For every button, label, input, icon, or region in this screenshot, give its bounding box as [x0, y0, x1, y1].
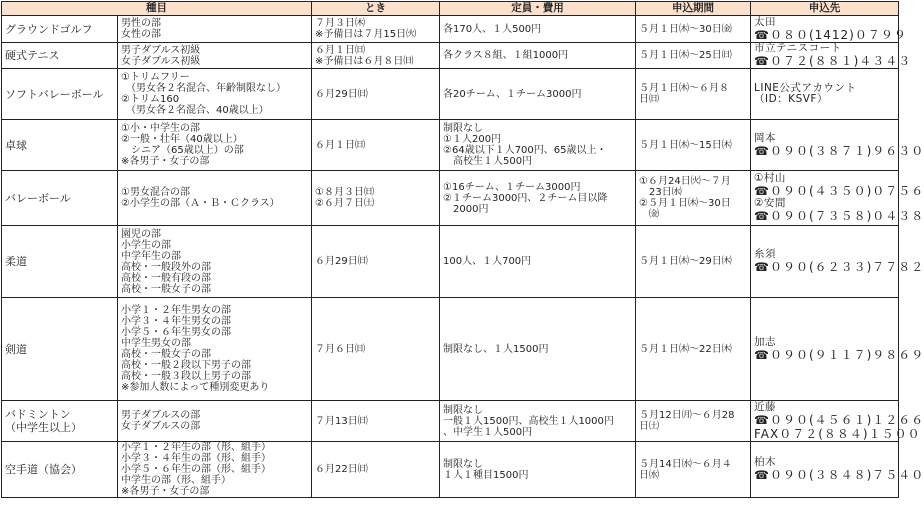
- event-divisions-line: （男女各２名混合、年齢制限なし）: [121, 83, 286, 94]
- contact-name: ①村山: [754, 172, 786, 184]
- table-row: [2, 226, 899, 298]
- contact-line: ☎０９０(７３５８)０４３８: [754, 209, 924, 223]
- event-divisions-line: ②トリム160: [121, 94, 180, 105]
- event-divisions-line: ①小・中学生の部: [121, 123, 200, 134]
- contact-line: ☎０８０(1412)０７９９: [754, 27, 907, 42]
- contact-line: （ID：KSVF）: [754, 93, 828, 105]
- event-date: [312, 16, 440, 43]
- event-date-line: ６月１日㈰: [315, 139, 365, 151]
- event-divisions-line: 園児の部: [121, 228, 161, 240]
- event-contact: [751, 69, 899, 120]
- event-date-line: ６月29日㈰: [315, 256, 368, 267]
- contact-name: 太田: [754, 15, 776, 28]
- event-capacity-line: 制限なし: [443, 123, 483, 134]
- event-contact: [751, 42, 912, 69]
- event-date-line: ６月１日㈰: [315, 44, 365, 56]
- event-period: [636, 43, 751, 69]
- table-row: [2, 16, 899, 43]
- event-date: [312, 171, 440, 226]
- event-divisions-line: ※参加人数によって種別変更あり: [121, 382, 270, 393]
- header-contact: 申込先: [751, 2, 899, 16]
- event-date: [312, 43, 440, 69]
- event-divisions: [118, 442, 312, 498]
- event-divisions: [118, 226, 312, 298]
- event-capacity: [440, 226, 636, 298]
- table-row: [2, 120, 899, 171]
- event-capacity: [440, 16, 636, 43]
- event-date: [312, 226, 440, 298]
- contact-line: ☎０９０(３８７１)９６３０: [754, 143, 924, 158]
- event-capacity-line: ①16チーム、１チーム3000円: [443, 181, 581, 193]
- header-period: 申込期間: [636, 2, 751, 16]
- header-event: 種目: [2, 2, 312, 16]
- event-divisions: [118, 120, 312, 171]
- contact-line: ☎０９０(６２３３)７７８２: [754, 260, 924, 274]
- event-divisions-line: 小学１・２年生男女の部: [121, 305, 231, 316]
- event-date-line: ※予備日は７月15日㈫: [315, 29, 417, 40]
- event-capacity-line: 各クラス８組、１組1000円: [443, 50, 569, 61]
- events-table: [1, 1, 924, 498]
- event-period-line: ５月１日㈭～15日㈭: [639, 139, 732, 151]
- contact-name: 糸須: [754, 248, 776, 260]
- event-period: [636, 298, 751, 401]
- event-divisions-line: 男子ダブルス初級: [121, 44, 201, 56]
- event-divisions-line: 小学生の部: [121, 239, 171, 251]
- event-divisions-line: ①男女混合の部: [121, 187, 190, 198]
- event-divisions-line: 高校・一般２段以下男子の部: [121, 360, 251, 371]
- event-capacity-line: 制限なし: [443, 404, 483, 416]
- event-divisions-line: ※各男子・女子の部: [121, 486, 210, 497]
- event-period-line: 日㈬: [639, 469, 659, 481]
- event-date-line: ※予備日は６月８日㈰: [315, 55, 414, 67]
- contact-line: ☎０９０(４５６１)１２６６: [754, 412, 924, 427]
- event-name-line: （中学生以上）: [5, 421, 82, 434]
- table-row: [2, 442, 899, 498]
- contact-name: 岡本: [754, 131, 776, 144]
- contact-line: ☎０９０(３８４８)７５４０: [754, 468, 924, 482]
- event-name-line: 硬式テニス: [5, 49, 60, 62]
- event-capacity-line: 高校生１人500円: [443, 156, 533, 167]
- event-divisions: [118, 69, 312, 120]
- event-date-line: ①８月３日㈰: [315, 187, 374, 198]
- event-divisions-line: （男女各２名混合、40歳以上）: [121, 105, 269, 116]
- event-divisions-line: 高校・一般有段の部: [121, 272, 211, 284]
- event-date-line: ６月29日㈰: [315, 88, 368, 100]
- event-period-line: ５月１日㈭～30日㈮: [639, 23, 732, 35]
- event-capacity: [440, 69, 636, 120]
- event-capacity-line: 一般１人1500円、高校生１人1000円: [443, 415, 614, 427]
- event-divisions-line: シニア（65歳以上）の部: [121, 145, 244, 156]
- event-period: [636, 442, 751, 498]
- event-period-line: ５月１日㈭～29日㈭: [639, 256, 732, 267]
- event-date-line: ６月22日㈰: [315, 464, 368, 475]
- event-name: [2, 298, 118, 401]
- event-capacity-line: 100人、１人700円: [443, 256, 532, 267]
- event-divisions-line: 女性の部: [121, 29, 161, 40]
- event-period-line: 日㈯: [639, 421, 659, 432]
- contact-line: ☎０７２(８８１)４３４３: [754, 54, 912, 68]
- event-date-line: ②６月７日㈯: [315, 198, 374, 209]
- event-period-line: ５月１日㈭～６月８: [639, 83, 729, 94]
- event-period: [636, 16, 751, 43]
- table-row: [2, 69, 899, 120]
- header-capacity: 定員・費用: [440, 2, 636, 16]
- event-capacity-line: 制限なし: [443, 458, 483, 470]
- event-divisions-line: 中学年生の部: [121, 250, 181, 262]
- event-divisions-line: 高校・一般段外の部: [121, 261, 211, 273]
- event-divisions-line: 小学３・４年生の部（形、組手）: [121, 453, 271, 464]
- contact-line: ②安間: [754, 197, 786, 209]
- event-capacity-line: ②64歳以下１人700円、65歳以上・: [443, 145, 607, 156]
- event-name-line: 柔道: [5, 255, 27, 268]
- event-divisions: [118, 16, 312, 43]
- contact-name: 柏木: [754, 456, 776, 468]
- event-divisions-line: ②小学生の部（Ａ・Ｂ・Ｃクラス）: [121, 198, 280, 209]
- event-divisions-line: 中学生男女の部: [121, 338, 191, 349]
- event-date: [312, 401, 440, 442]
- event-divisions: [118, 171, 312, 226]
- event-date-line: ７月３日㈭: [315, 18, 365, 29]
- event-name-line: ソフトバレーボール: [5, 87, 104, 101]
- event-divisions-line: 小学３・４年生男女の部: [121, 316, 231, 327]
- event-divisions-line: 女子ダブルス初級: [121, 55, 201, 67]
- contact-line: ☎０９０(９１１７)９８６９: [754, 347, 924, 362]
- event-capacity-line: 2000円: [443, 203, 489, 215]
- event-period: [636, 171, 751, 226]
- event-name: [2, 16, 118, 43]
- event-divisions-line: ①トリムフリー: [121, 72, 190, 83]
- event-divisions-line: ②一般・壮年（40歳以上）: [121, 134, 243, 145]
- event-name-line: 空手道（協会）: [5, 463, 82, 476]
- event-date-line: ７月13日㈰: [315, 415, 368, 427]
- event-divisions-line: 男性の部: [121, 18, 161, 29]
- event-capacity: [440, 120, 636, 171]
- event-capacity: [440, 442, 636, 498]
- event-period-line: ５月12日㈪～６月28: [639, 410, 735, 421]
- event-divisions: [118, 43, 312, 69]
- event-capacity-line: 、中学生１人500円: [443, 426, 533, 438]
- event-contact: [751, 400, 924, 442]
- event-name: [2, 226, 118, 298]
- event-period-line: ②５月１日㈭～30日: [639, 198, 731, 209]
- event-capacity-line: 各20チーム、１チーム3000円: [443, 88, 582, 100]
- table-row: [2, 43, 899, 69]
- contact-name: 加志: [754, 335, 776, 348]
- event-capacity-line: ①１人200円: [443, 134, 502, 145]
- event-name-line: バレーボール: [5, 191, 71, 205]
- event-capacity-line: 各170人、１人500円: [443, 23, 542, 35]
- event-name: [2, 43, 118, 69]
- event-capacity: [440, 401, 636, 442]
- contact-name: 市立テニスコート: [754, 42, 842, 54]
- event-divisions-line: 小学１・２年生の部（形、組手）: [121, 442, 271, 453]
- table-row: [2, 298, 899, 401]
- header-date: とき: [312, 2, 440, 16]
- event-period-line: 23日㈬: [639, 187, 682, 198]
- table-body: [2, 15, 924, 498]
- table-row: [2, 401, 899, 442]
- event-divisions-line: 小学５・６年生の部（形、組手）: [121, 464, 271, 475]
- event-name-line: バドミントン: [5, 408, 71, 421]
- event-divisions: [118, 401, 312, 442]
- contact-line: ☎０９０(４３５０)０７５６: [754, 184, 924, 198]
- event-contact: [751, 226, 924, 298]
- event-period-line: ５月１日㈭～25日㈰: [639, 50, 732, 61]
- event-divisions-line: 中学生の部（形、組手）: [121, 475, 231, 486]
- event-name: [2, 120, 118, 171]
- table-row: [2, 171, 899, 226]
- event-contact: [751, 442, 924, 498]
- contact-line: FAX０７２(８８４)１５００: [754, 426, 921, 441]
- header-row: [2, 2, 899, 16]
- event-capacity: [440, 43, 636, 69]
- event-period: [636, 69, 751, 120]
- event-capacity-line: １人１種目1500円: [443, 469, 529, 481]
- event-divisions-line: 高校・一般女子の部: [121, 349, 211, 360]
- contact-name: LINE公式アカウント: [754, 82, 857, 94]
- event-divisions-line: 小学５・６年生男女の部: [121, 327, 231, 338]
- event-divisions-line: 高校・一般３段以上男子の部: [121, 371, 251, 382]
- event-period-line: ①６月24日㈫～７月: [639, 176, 731, 187]
- event-name: [2, 401, 118, 442]
- event-period-line: 日㈰: [639, 94, 659, 105]
- event-name-line: グラウンドゴルフ: [5, 22, 93, 36]
- event-divisions-line: 男子ダブルスの部: [121, 410, 201, 421]
- event-period-line: ５月14日㈬～６月４: [639, 458, 732, 470]
- event-contact: [751, 120, 924, 171]
- event-period: [636, 401, 751, 442]
- event-name: [2, 171, 118, 226]
- contact-name: 近藤: [754, 400, 776, 413]
- event-capacity: [440, 171, 636, 226]
- event-date: [312, 69, 440, 120]
- event-divisions-line: ※各男子・女子の部: [121, 156, 210, 167]
- event-period-line: ５月１日㈭～22日㈭: [639, 343, 732, 355]
- event-date-line: ７月６日㈰: [315, 343, 365, 355]
- event-contact: [751, 171, 924, 226]
- event-name-line: 剣道: [5, 342, 27, 356]
- event-period: [636, 226, 751, 298]
- event-divisions-line: 女子ダブルスの部: [121, 421, 201, 432]
- event-capacity-line: ②１チーム3000円、２チーム目以降: [443, 192, 608, 204]
- event-name-line: 卓球: [5, 138, 27, 152]
- event-contact: [751, 15, 907, 43]
- event-period-line: ㈮: [639, 209, 659, 220]
- event-date: [312, 120, 440, 171]
- event-name: [2, 69, 118, 120]
- event-date: [312, 442, 440, 498]
- event-divisions: [118, 298, 312, 401]
- event-capacity: [440, 298, 636, 401]
- event-contact: [751, 298, 924, 401]
- event-divisions-line: 高校・一般女子の部: [121, 283, 211, 295]
- event-name: [2, 442, 118, 498]
- event-capacity-line: 制限なし、１人1500円: [443, 343, 549, 355]
- event-date: [312, 298, 440, 401]
- event-period: [636, 120, 751, 171]
